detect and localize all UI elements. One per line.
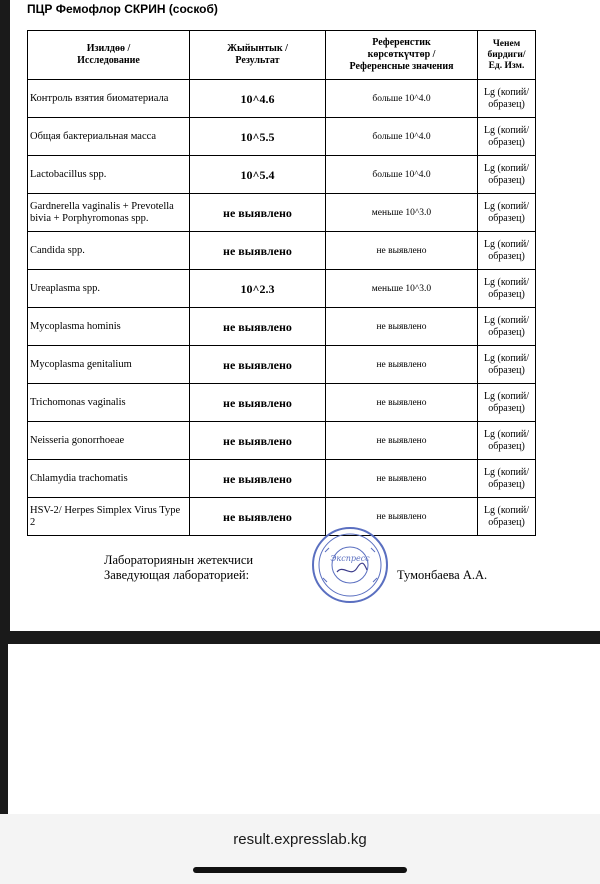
result-cell: не выявлено xyxy=(190,498,326,536)
table-row xyxy=(28,156,536,194)
test-cell: HSV-2/ Herpes Simplex Virus Type 2 xyxy=(28,498,190,536)
reference-cell: не выявлено xyxy=(326,460,478,498)
result-cell: не выявлено xyxy=(190,346,326,384)
result-cell: не выявлено xyxy=(190,460,326,498)
lab-stamp xyxy=(311,526,389,604)
table-row xyxy=(28,346,536,384)
test-cell: Общая бактериальная масса xyxy=(28,118,190,156)
page-edge xyxy=(0,0,10,631)
unit-cell: Lg (копий/образец) xyxy=(478,498,536,536)
reference-cell: больше 10^4.0 xyxy=(326,118,478,156)
head-name: Тумонбаева А.А. xyxy=(397,568,488,582)
table-row xyxy=(28,194,536,232)
column-header-unit: Ченем бирдиги/ Ед. Изм. xyxy=(478,31,536,80)
test-cell: Neisseria gonorrhoeae xyxy=(28,422,190,460)
table-row xyxy=(28,80,536,118)
browser-bottom-bar xyxy=(0,814,600,884)
table-row xyxy=(28,232,536,270)
table-row xyxy=(28,384,536,422)
reference-cell: не выявлено xyxy=(326,498,478,536)
result-cell: 10^4.6 xyxy=(190,80,326,118)
home-indicator[interactable] xyxy=(193,867,407,873)
reference-cell: больше 10^4.0 xyxy=(326,156,478,194)
reference-cell: не выявлено xyxy=(326,308,478,346)
stamp-text: Экспресс xyxy=(330,554,370,563)
column-header-test: Изилдөө / Исследование xyxy=(28,31,190,80)
reference-cell: больше 10^4.0 xyxy=(326,80,478,118)
table-row xyxy=(28,118,536,156)
result-cell: не выявлено xyxy=(190,422,326,460)
reference-cell: не выявлено xyxy=(326,232,478,270)
result-cell: 10^5.5 xyxy=(190,118,326,156)
url-label[interactable]: result.expresslab.kg xyxy=(233,831,367,848)
table-row xyxy=(28,422,536,460)
table-row xyxy=(28,498,536,536)
reference-cell: не выявлено xyxy=(326,422,478,460)
unit-cell: Lg (копий/образец) xyxy=(478,194,536,232)
test-cell: Lactobacillus spp. xyxy=(28,156,190,194)
page-edge-lower xyxy=(0,644,8,814)
head-title-kg: Лабораториянын жетекчиси xyxy=(104,553,254,567)
result-cell: 10^2.3 xyxy=(190,270,326,308)
unit-cell: Lg (копий/образец) xyxy=(478,118,536,156)
unit-cell: Lg (копий/образец) xyxy=(478,156,536,194)
result-cell: не выявлено xyxy=(190,194,326,232)
result-cell: не выявлено xyxy=(190,384,326,422)
test-cell: Chlamydia trachomatis xyxy=(28,460,190,498)
table-header-row xyxy=(28,31,536,80)
unit-cell: Lg (копий/образец) xyxy=(478,270,536,308)
reference-cell: меньше 10^3.0 xyxy=(326,270,478,308)
result-cell: не выявлено xyxy=(190,308,326,346)
column-header-result: Жыйынтык / Результат xyxy=(190,31,326,80)
test-cell: Gardnerella vaginalis + Prevotella bivia + Porphyromonas spp. xyxy=(28,194,190,232)
unit-cell: Lg (копий/образец) xyxy=(478,384,536,422)
table-row xyxy=(28,460,536,498)
head-title-ru: Заведующая лабораторией: xyxy=(104,568,250,582)
unit-cell: Lg (копий/образец) xyxy=(478,80,536,118)
test-cell: Контроль взятия биоматериала xyxy=(28,80,190,118)
signature-block xyxy=(104,553,253,583)
unit-cell: Lg (копий/образец) xyxy=(478,422,536,460)
test-cell: Mycoplasma genitalium xyxy=(28,346,190,384)
test-cell: Trichomonas vaginalis xyxy=(28,384,190,422)
reference-cell: не выявлено xyxy=(326,346,478,384)
test-cell: Candida spp. xyxy=(28,232,190,270)
table-row xyxy=(28,270,536,308)
unit-cell: Lg (копий/образец) xyxy=(478,232,536,270)
results-table xyxy=(27,30,536,536)
result-cell: не выявлено xyxy=(190,232,326,270)
unit-cell: Lg (копий/образец) xyxy=(478,346,536,384)
page-separator xyxy=(0,631,600,644)
table-row xyxy=(28,308,536,346)
reference-cell: не выявлено xyxy=(326,384,478,422)
result-cell: 10^5.4 xyxy=(190,156,326,194)
test-cell: Mycoplasma hominis xyxy=(28,308,190,346)
unit-cell: Lg (копий/образец) xyxy=(478,308,536,346)
unit-cell: Lg (копий/образец) xyxy=(478,460,536,498)
document-title: ПЦР Фемофлор СКРИН (соскоб) xyxy=(27,2,218,16)
test-cell: Ureaplasma spp. xyxy=(28,270,190,308)
reference-cell: меньше 10^3.0 xyxy=(326,194,478,232)
column-header-reference: Референстик көрсөткүчтөр / Референсные значения xyxy=(326,31,478,80)
